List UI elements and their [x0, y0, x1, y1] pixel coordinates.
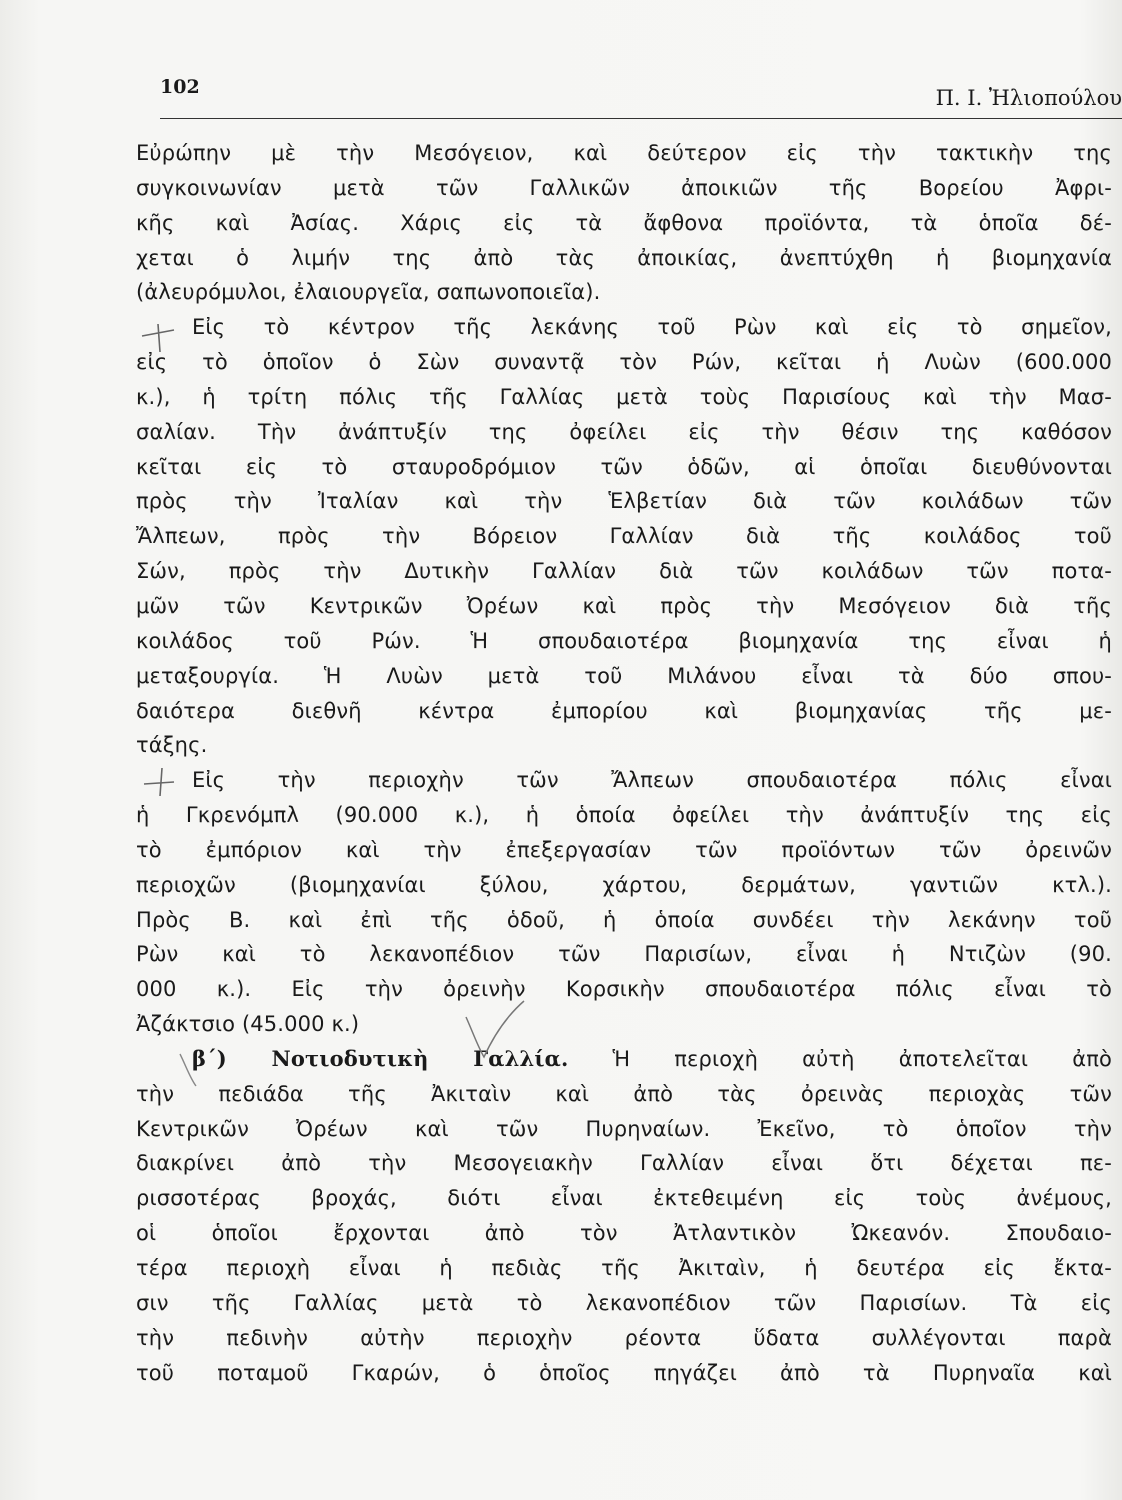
text-line: οἱ ὁποῖοι ἔρχονται ἀπὸ τὸν Ἀτλαντικὸν Ὠκεανόν. Σπουδαιο- — [136, 1221, 1112, 1246]
text-line: Κεντρικῶν Ὀρέων καὶ τῶν Πυρηναίων. Ἐκεῖνο, τὸ ὁποῖον τὴν — [136, 1116, 1112, 1141]
text-line: κεῖται εἰς τὸ σταυροδρόμιον τῶν ὁδῶν, αἱ ὁποῖαι διευθύνονται — [136, 454, 1112, 479]
text-line: Εἰς τὴν περιοχὴν τῶν Ἄλπεων σπουδαιοτέρα πόλις εἶναι — [192, 768, 1112, 793]
text-line: μεταξουργία. Ἡ Λυὼν μετὰ τοῦ Μιλάνου εἶναι τὰ δύο σπου- — [136, 663, 1112, 688]
pencil-cross-mark — [138, 318, 178, 358]
text-line: τοῦ ποταμοῦ Γκαρών, ὁ ὁποῖος πηγάζει ἀπὸ τὰ Πυρηναῖα καὶ — [136, 1360, 1112, 1385]
text-line: μῶν τῶν Κεντρικῶν Ὀρέων καὶ πρὸς τὴν Μεσόγειον διὰ τῆς — [136, 593, 1112, 618]
page-number: 102 — [160, 76, 200, 98]
text-line: εἰς τὸ ὁποῖον ὁ Σὼν συναντᾷ τὸν Ρών, κεῖται ἡ Λυὼν (600.000 — [136, 350, 1112, 375]
text-line: Εὐρώπην μὲ τὴν Μεσόγειον, καὶ δεύτερον εἰς τὴν τακτικὴν της — [136, 141, 1112, 165]
text-line: (ἀλευρόμυλοι, ἐλαιουργεῖα, σαπωνοποιεῖα). — [136, 280, 601, 305]
text-line: Ἀζάκτσιο (45.000 κ.) — [136, 1012, 360, 1037]
text-line: ἡ Γκρενόμπλ (90.000 κ.), ἡ ὁποία ὀφείλει τὴν ἀνάπτυξίν της εἰς — [136, 803, 1112, 828]
text-line: Σών, πρὸς τὴν Δυτικὴν Γαλλίαν διὰ τῶν κοιλάδων τῶν ποτα- — [136, 559, 1112, 584]
text-line: σαλίαν. Τὴν ἀνάπτυξίν της ὀφείλει εἰς τὴν θέσιν της καθόσον — [136, 419, 1112, 444]
page-header — [160, 72, 1122, 112]
text-line: κοιλάδος τοῦ Ρών. Ἡ σπουδαιοτέρα βιομηχανία της εἶναι ἡ — [136, 628, 1112, 653]
header-rule — [160, 118, 1122, 119]
text-line: σιν τῆς Γαλλίας μετὰ τὸ λεκανοπέδιον τῶν Παρισίων. Τὰ εἰς — [136, 1290, 1112, 1315]
text-line: χεται ὁ λιμήν της ἀπὸ τὰς ἀποικίας, ἀνεπτύχθη ἡ βιομηχανία — [136, 245, 1112, 270]
text-line: πρὸς τὴν Ἰταλίαν καὶ τὴν Ἑλβετίαν διὰ τῶν κοιλάδων τῶν — [136, 489, 1112, 514]
running-head: Π. Ι. Ἠλιοπούλου — [935, 86, 1122, 110]
text-line: τὴν πεδινὴν αὐτὴν περιοχὴν ρέοντα ὕδατα συλλέγονται παρὰ — [136, 1325, 1112, 1350]
pencil-stroke-mark — [176, 1050, 206, 1090]
text-line: κῆς καὶ Ἀσίας. Χάρις εἰς τὰ ἄφθονα προϊόντα, τὰ ὁποῖα δέ- — [136, 210, 1112, 235]
text-line: 000 κ.). Εἰς τὴν ὀρεινὴν Κορσικὴν σπουδαιοτέρα πόλις εἶναι τὸ — [136, 977, 1112, 1002]
text-line: περιοχῶν (βιομηχανίαι ξύλου, χάρτου, δερμάτων, γαντιῶν κτλ.). — [136, 872, 1112, 897]
text-line: Ἄλπεων, πρὸς τὴν Βόρειον Γαλλίαν διὰ τῆς κοιλάδος τοῦ — [136, 524, 1112, 549]
text-line: Ρὼν καὶ τὸ λεκανοπέδιον τῶν Παρισίων, εἶναι ἡ Ντιζὼν (90. — [136, 942, 1112, 967]
text-line: κ.), ἡ τρίτη πόλις τῆς Γαλλίας μετὰ τοὺς Παρισίους καὶ τὴν Μασ- — [136, 384, 1112, 409]
text-line: τέρα περιοχὴ εἶναι ἡ πεδιὰς τῆς Ἀκιταὶν, ἡ δευτέρα εἰς ἔκτα- — [136, 1256, 1112, 1280]
text-line: τὸ ἐμπόριον καὶ τὴν ἐπεξεργασίαν τῶν προϊόντων τῶν ὀρεινῶν — [136, 837, 1112, 862]
text-line: δαιότερα διεθνῆ κέντρα ἐμπορίου καὶ βιομηχανίας τῆς με- — [136, 698, 1112, 723]
text-line: διακρίνει ἀπὸ τὴν Μεσογειακὴν Γαλλίαν εἶναι ὅτι δέχεται πε- — [136, 1151, 1112, 1176]
text-line: τὴν πεδιάδα τῆς Ἀκιταὶν καὶ ἀπὸ τὰς ὀρεινὰς περιοχὰς τῶν — [136, 1081, 1112, 1106]
text-line: τάξης. — [136, 733, 208, 758]
text-line: ρισσοτέρας βροχάς, διότι εἶναι ἐκτεθειμένη εἰς τοὺς ἀνέμους, — [136, 1186, 1112, 1211]
text-line: Εἰς τὸ κέντρον τῆς λεκάνης τοῦ Ρὼν καὶ εἰς τὸ σημεῖον, — [192, 315, 1112, 340]
text-line: Πρὸς Β. καὶ ἐπὶ τῆς ὁδοῦ, ἡ ὁποία συνδέει τὴν λεκάνην τοῦ — [136, 907, 1112, 932]
pencil-cross-mark — [140, 762, 180, 802]
text-line: συγκοινωνίαν μετὰ τῶν Γαλλικῶν ἀποικιῶν τῆς Βορείου Ἀφρι- — [136, 175, 1112, 200]
body-text — [136, 136, 1112, 1466]
pencil-check-mark — [460, 995, 530, 1065]
text-line: Ἡ περιοχὴ αὐτὴ ἀποτελεῖται ἀπὸ — [612, 1046, 1112, 1071]
section-heading: β΄) Νοτιοδυτικὴ Γαλλία. — [192, 1045, 569, 1071]
section-heading-line — [136, 1042, 1112, 1077]
